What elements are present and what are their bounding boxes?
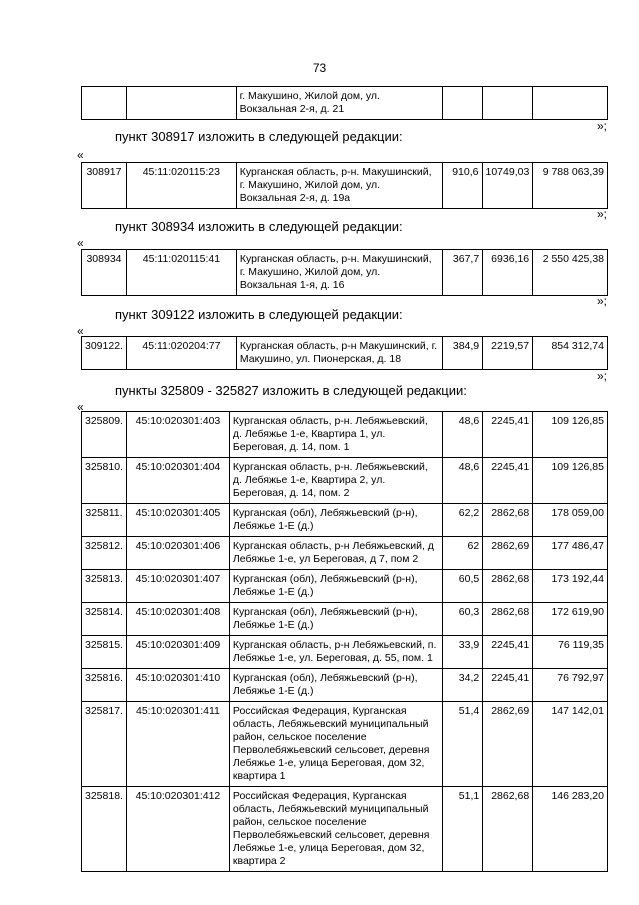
cell-address: Курганская область, р-н. Лебяжьевский, д. Лебяжье 1-е, Квартира 1, ул. Береговая, д. 14, пом. 1 (229, 412, 442, 458)
cell-rate: 2219,57 (483, 337, 533, 370)
cell-id: 325813. (82, 570, 127, 603)
cell-area: 48,6 (443, 412, 483, 458)
cell-address: Российская Федерация, Курганская область, Лебяжьевский муниципальный район, сельское поселение Перволебяжьевский сельсовет, деревня Лебяжье 1-е, улица Береговая, дом 32, квартира 2 (229, 787, 442, 872)
cell-address: Российская Федерация, Курганская область, Лебяжьевский муниципальный район, сельское поселение Перволебяжьевский сельсовет, деревня Лебяжье 1-е, улица Береговая, дом 32, квартира 1 (229, 702, 442, 787)
cell-id: 325818. (82, 787, 127, 872)
opening-quote: « (77, 400, 84, 414)
cell-address: Курганская область, р-н Лебяжьевский, д Лебяжье 1-е, ул Береговая, д 7, пом 2 (229, 537, 442, 570)
cell-id: 308934 (82, 250, 127, 296)
table-row (82, 412, 608, 458)
cell-cadastral: 45:10:020301:411 (126, 702, 229, 787)
cell-value (533, 87, 608, 120)
cell-value: 9 788 063,39 (533, 163, 608, 209)
table-section1 (81, 162, 608, 209)
cell-area: 384,9 (443, 337, 483, 370)
cell-id: 325816. (82, 669, 127, 702)
cell-rate: 2245,41 (483, 412, 533, 458)
cell-cadastral: 45:10:020301:407 (126, 570, 229, 603)
cell-area: 51,1 (443, 787, 483, 872)
section-heading: пункт 308917 изложить в следующей редакции: (115, 129, 403, 144)
cell-id: 325812. (82, 537, 127, 570)
cell-area: 60,5 (443, 570, 483, 603)
cell-value: 2 550 425,38 (533, 250, 608, 296)
cell-value: 109 126,85 (533, 412, 608, 458)
table-row (82, 787, 608, 872)
cell-rate: 2862,68 (483, 570, 533, 603)
cell-address: Курганская область, р-н. Лебяжьевский, д. Лебяжье 1-е, Квартира 2, ул. Береговая, д. 14, пом. 2 (229, 458, 442, 504)
table-row (82, 570, 608, 603)
cell-cadastral: 45:11:020204:77 (126, 337, 236, 370)
opening-quote: « (77, 236, 84, 250)
cell-id: 308917 (82, 163, 127, 209)
cell-address: Курганская область, р-н Лебяжьевский, п. Лебяжье 1-е, ул. Береговая, д. 55, пом. 1 (229, 636, 442, 669)
cell-cadastral: 45:11:020115:23 (126, 163, 236, 209)
cell-value: 76 119,35 (533, 636, 608, 669)
cell-value: 147 142,01 (533, 702, 608, 787)
cell-id (82, 87, 127, 120)
table-row (82, 163, 608, 209)
closing-quote: »; (596, 119, 607, 133)
cell-value: 172 619,90 (533, 603, 608, 636)
cell-id: 325815. (82, 636, 127, 669)
section-heading: пункт 308934 изложить в следующей редакции: (115, 219, 403, 234)
table-section2 (81, 249, 608, 296)
cell-rate: 2245,41 (483, 458, 533, 504)
cell-cadastral: 45:10:020301:403 (126, 412, 229, 458)
table-section3 (81, 336, 608, 370)
cell-area: 33,9 (443, 636, 483, 669)
cell-rate: 6936,16 (483, 250, 533, 296)
closing-quote: »; (596, 207, 607, 221)
cell-area (443, 87, 483, 120)
cell-rate (483, 87, 533, 120)
closing-quote: »; (596, 369, 607, 383)
cell-area: 367,7 (443, 250, 483, 296)
cell-area: 34,2 (443, 669, 483, 702)
opening-quote: « (77, 148, 84, 162)
table-row (82, 636, 608, 669)
cell-rate: 2862,69 (483, 537, 533, 570)
table-row (82, 458, 608, 504)
cell-value: 178 059,00 (533, 504, 608, 537)
cell-cadastral: 45:10:020301:404 (126, 458, 229, 504)
cell-address: Курганская (обл), Лебяжьевский (р-н), Лебяжье 1-Е (д.) (229, 603, 442, 636)
cell-id: 325810. (82, 458, 127, 504)
cell-value: 109 126,85 (533, 458, 608, 504)
opening-quote: « (77, 324, 84, 338)
cell-id: 325817. (82, 702, 127, 787)
cell-value: 76 792,97 (533, 669, 608, 702)
cell-address: Курганская область, р-н. Макушинский, г. Макушино, Жилой дом, ул. Вокзальная 2-я, д. 19а (236, 163, 442, 209)
table-row (82, 504, 608, 537)
cell-rate: 2862,68 (483, 787, 533, 872)
cell-value: 173 192,44 (533, 570, 608, 603)
cell-cadastral (126, 87, 236, 120)
cell-id: 325814. (82, 603, 127, 636)
cell-value: 177 486,47 (533, 537, 608, 570)
cell-address: Курганская (обл), Лебяжьевский (р-н), Лебяжье 1-Е (д.) (229, 504, 442, 537)
cell-id: 325811. (82, 504, 127, 537)
table-section4 (81, 411, 608, 872)
cell-cadastral: 45:10:020301:412 (126, 787, 229, 872)
cell-area: 910,6 (442, 163, 482, 209)
cell-value: 146 283,20 (533, 787, 608, 872)
section-heading: пункты 325809 - 325827 изложить в следующей редакции: (115, 383, 467, 398)
cell-address: Курганская область, р-н Макушинский, г. Макушино, ул. Пионерская, д. 18 (236, 337, 442, 370)
cell-cadastral: 45:10:020301:410 (126, 669, 229, 702)
section-heading: пункт 309122 изложить в следующей редакции: (115, 307, 403, 322)
cell-rate: 2862,69 (483, 702, 533, 787)
cell-area: 62 (443, 537, 483, 570)
cell-rate: 2245,41 (483, 636, 533, 669)
cell-rate: 10749,03 (482, 163, 533, 209)
cell-cadastral: 45:10:020301:408 (126, 603, 229, 636)
cell-cadastral: 45:11:020115:41 (126, 250, 236, 296)
cell-cadastral: 45:10:020301:405 (126, 504, 229, 537)
table-continuation (81, 86, 608, 120)
cell-rate: 2245,41 (483, 669, 533, 702)
cell-address: Курганская (обл), Лебяжьевский (р-н), Лебяжье 1-Е (д.) (229, 570, 442, 603)
cell-address: Курганская (обл), Лебяжьевский (р-н), Лебяжье 1-Е (д.) (229, 669, 442, 702)
table-row (82, 669, 608, 702)
table-row (82, 87, 608, 120)
cell-rate: 2862,68 (483, 504, 533, 537)
cell-value: 854 312,74 (533, 337, 608, 370)
table-row (82, 603, 608, 636)
table-row (82, 702, 608, 787)
cell-cadastral: 45:10:020301:409 (126, 636, 229, 669)
cell-cadastral: 45:10:020301:406 (126, 537, 229, 570)
cell-address: Курганская область, р-н. Макушинский, г. Макушино, Жилой дом, ул. Вокзальная 1-я, д. 16 (236, 250, 442, 296)
cell-area: 62,2 (443, 504, 483, 537)
cell-area: 60,3 (443, 603, 483, 636)
table-row (82, 337, 608, 370)
table-row (82, 250, 608, 296)
cell-address: г. Макушино, Жилой дом, ул. Вокзальная 2-я, д. 21 (236, 87, 443, 120)
page-number: 73 (312, 61, 327, 75)
cell-id: 325809. (82, 412, 127, 458)
table-row (82, 537, 608, 570)
cell-id: 309122. (82, 337, 127, 370)
cell-rate: 2862,68 (483, 603, 533, 636)
cell-area: 48,6 (443, 458, 483, 504)
cell-area: 51,4 (443, 702, 483, 787)
closing-quote: »; (596, 294, 607, 308)
